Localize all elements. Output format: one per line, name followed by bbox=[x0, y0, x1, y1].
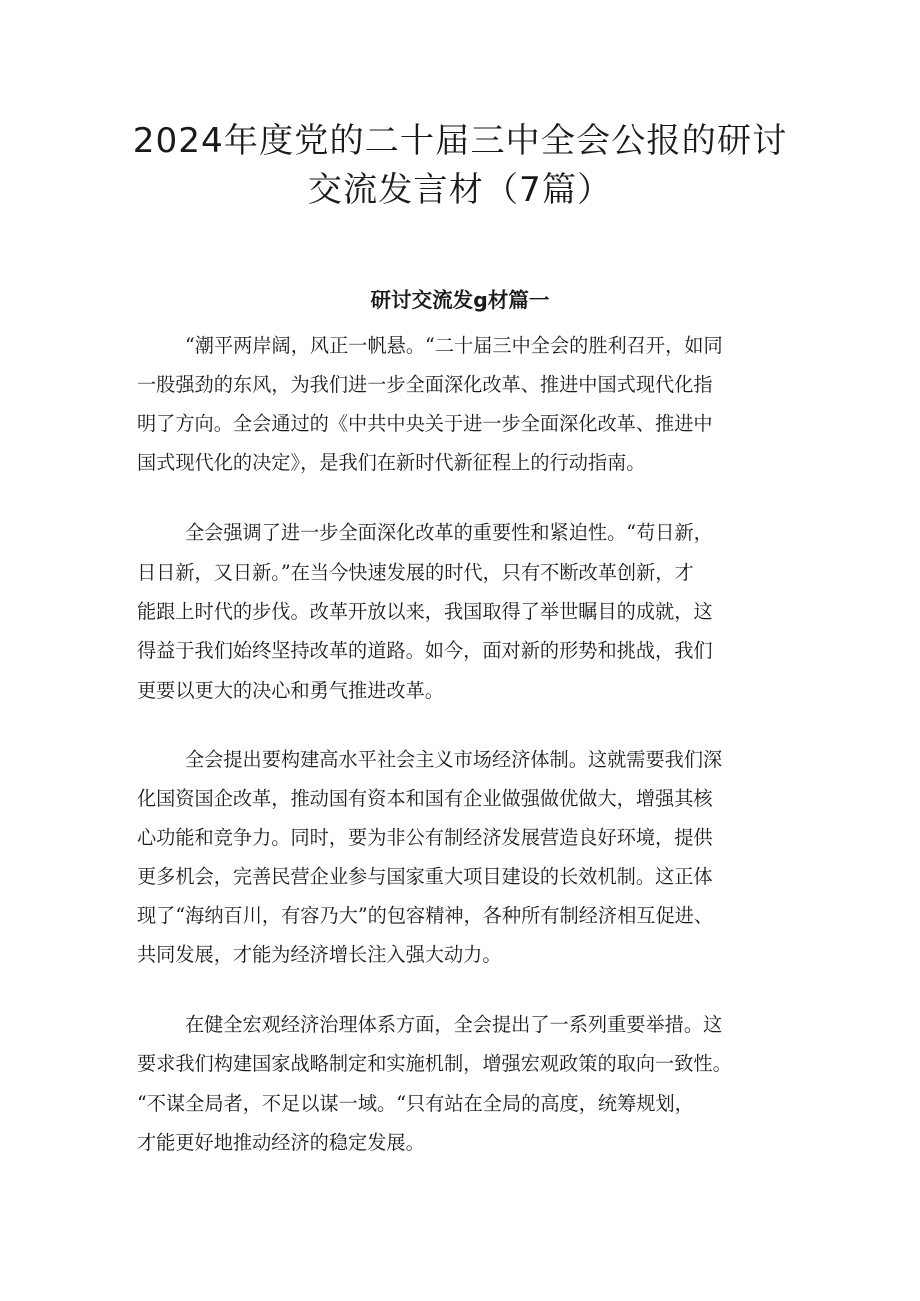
paragraph-line: 得益于我们始终坚持改革的道路。如今，面对新的形势和挑战，我们 bbox=[137, 639, 713, 662]
paragraph-line: 更要以更大的决心和勇气推进改革。 bbox=[137, 679, 444, 702]
paragraph-line: 明了方向。全会通过的《中共中央关于进一步全面深化改革、推进中 bbox=[137, 412, 713, 435]
paragraph-line: 能跟上时代的步伐。改革开放以来，我国取得了举世瞩目的成就，这 bbox=[137, 600, 713, 623]
paragraph-line: 在健全宏观经济治理体系方面，全会提出了一系列重要举措。这 bbox=[185, 1013, 723, 1036]
paragraph-line: 更多机会，完善民营企业参与国家重大项目建设的长效机制。这正体 bbox=[137, 865, 713, 888]
paragraph-line: 现了“海纳百川，有容乃大”的包容精神，各种所有制经济相互促进、 bbox=[137, 904, 714, 927]
paragraph-line: 一股强劲的东风，为我们进一步全面深化改革、推进中国式现代化指 bbox=[137, 373, 713, 396]
paragraph-line: 国式现代化的决定》，是我们在新时代新征程上的行动指南。 bbox=[137, 451, 646, 474]
document-title-line-2: 交流发言材（7篇） bbox=[307, 170, 613, 210]
paragraph-line: 共同发展，才能为经济增长注入强大动力。 bbox=[137, 943, 502, 966]
paragraph-line: 日日新，又日新。”在当今快速发展的时代，只有不断改革创新，才 bbox=[137, 561, 694, 584]
document-title-line-1: 2024年度党的二十届三中全会公报的研讨 bbox=[132, 121, 788, 161]
paragraph-line: “潮平两岸阔，风正一帆悬。“二十届三中全会的胜利召开，如同 bbox=[185, 334, 723, 357]
paragraph-line: 要求我们构建国家战略制定和实施机制，增强宏观政策的取向一致性。 bbox=[137, 1052, 732, 1075]
paragraph-line: 全会强调了进一步全面深化改革的重要性和紧迫性。“苟日新， bbox=[185, 521, 713, 544]
paragraph-line: “不谋全局者，不足以谋一域。“只有站在全局的高度，统筹规划， bbox=[137, 1092, 694, 1115]
section-heading: 研讨交流发g材篇一 bbox=[370, 288, 550, 312]
paragraph-line: 才能更好地推动经济的稳定发展。 bbox=[137, 1131, 425, 1154]
paragraph-line: 心功能和竞争力。同时，要为非公有制经济发展营造良好环境，提供 bbox=[137, 826, 713, 849]
paragraph-line: 全会提出要构建高水平社会主义市场经济体制。这就需要我们深 bbox=[185, 748, 723, 771]
paragraph-line: 化国资国企改革，推动国有资本和国有企业做强做优做大，增强其核 bbox=[137, 787, 713, 810]
